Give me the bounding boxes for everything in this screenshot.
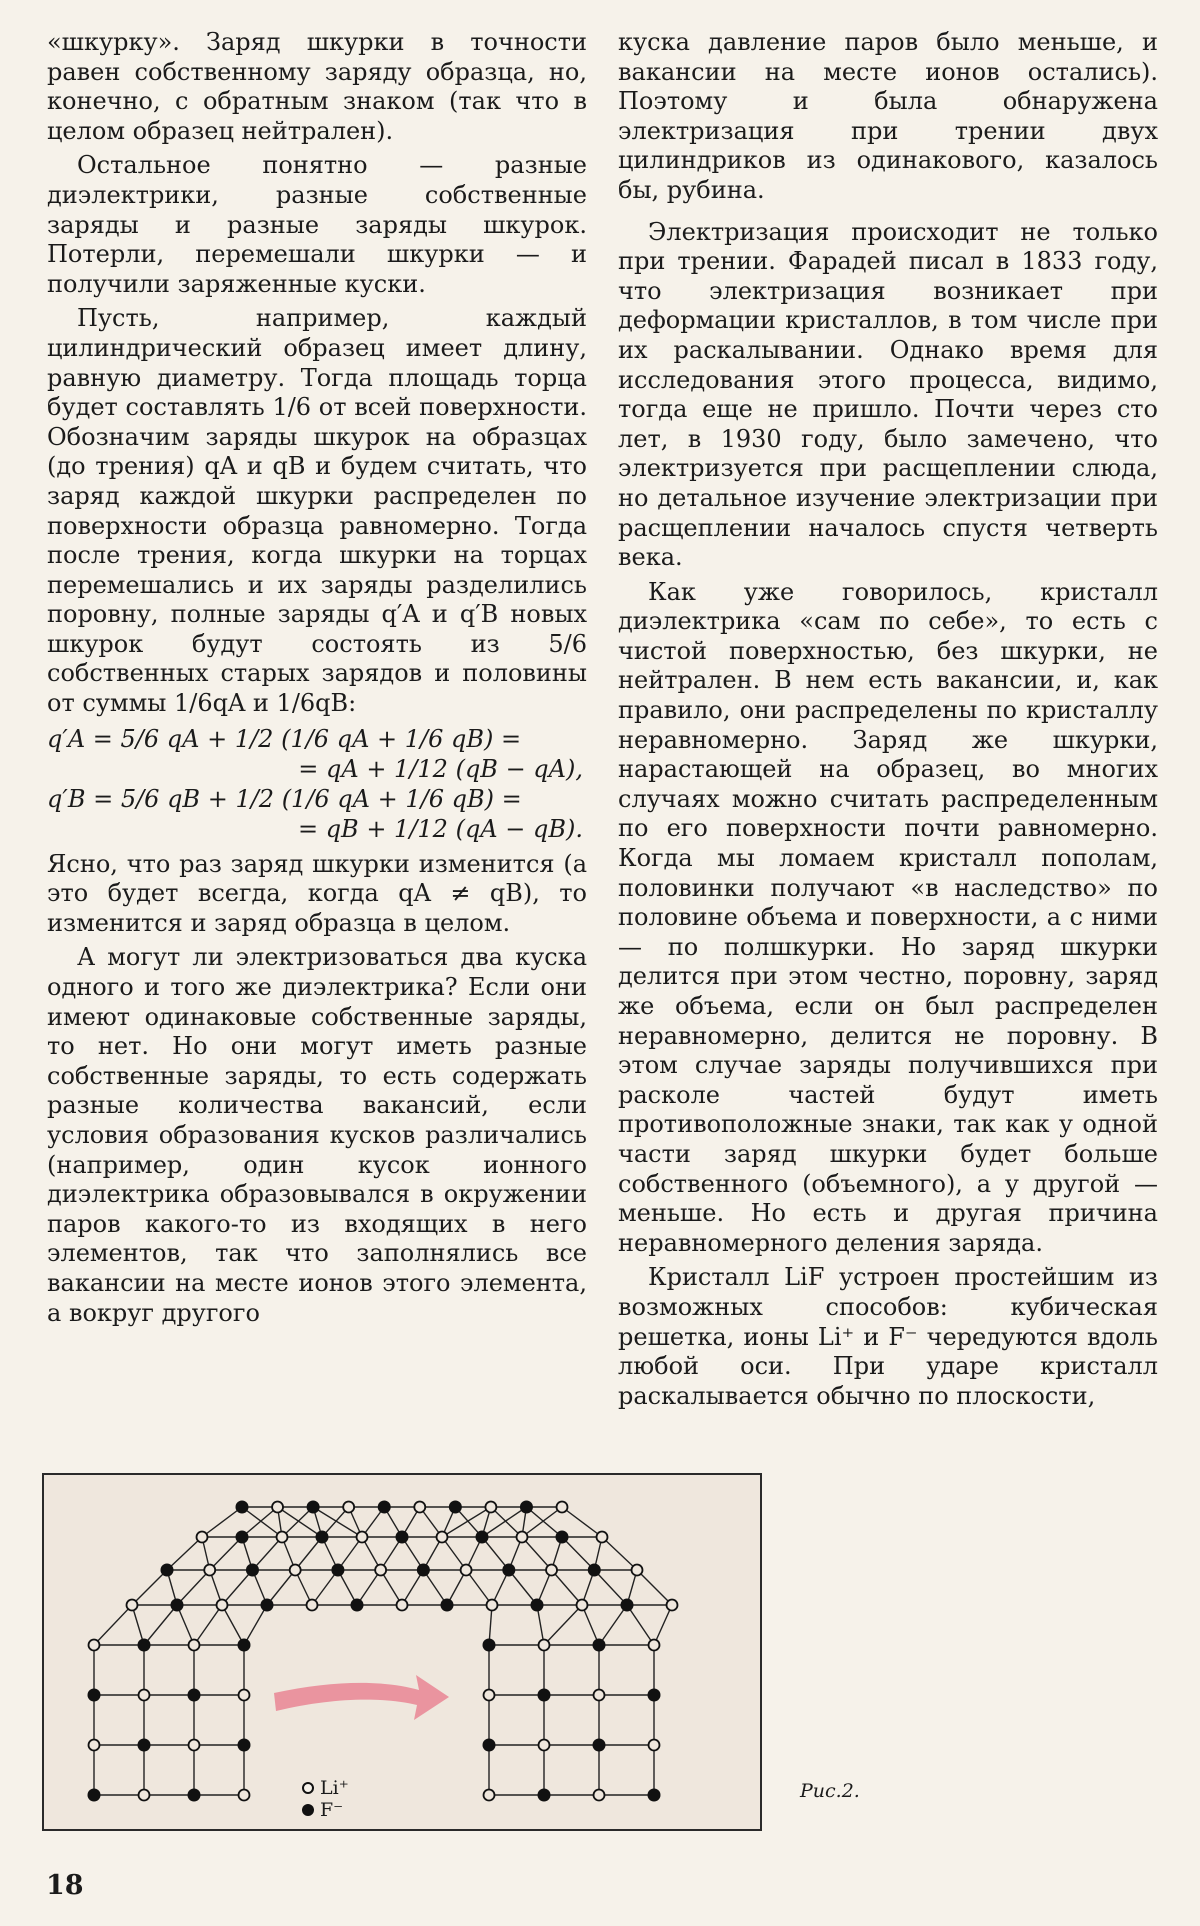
ion-f-marker (396, 1531, 409, 1544)
ion-f-marker (351, 1599, 364, 1612)
ion-f-marker (449, 1501, 462, 1514)
ion-f-marker (316, 1531, 329, 1544)
lattice-bond (177, 1570, 210, 1605)
ion-li-marker (485, 1502, 496, 1513)
formula-block (47, 724, 587, 844)
crack-arrow-shape (274, 1675, 449, 1720)
ion-li-marker (649, 1740, 660, 1751)
right-text-column (618, 28, 1158, 1416)
left-paragraph-2: Остальное понятно — разные диэлектрики, разные собственные заряды и разные заряды шкурок. Потерли, перемешали шкурки — и получили заряженные куски. (47, 151, 587, 298)
ion-f-marker (621, 1599, 634, 1612)
open-circle-icon (302, 1782, 314, 1794)
lif-lattice-svg (44, 1475, 760, 1829)
ion-f-marker (188, 1789, 201, 1802)
legend-row-li (302, 1777, 349, 1799)
ion-li-marker (239, 1790, 250, 1801)
ion-li-marker (139, 1790, 150, 1801)
ion-li-marker (239, 1690, 250, 1701)
ion-f-marker (531, 1599, 544, 1612)
ion-f-marker (307, 1501, 320, 1514)
ion-li-marker (667, 1600, 678, 1611)
ion-li-marker (546, 1565, 557, 1576)
lattice-bond (466, 1570, 492, 1605)
lattice-bond (267, 1570, 295, 1605)
legend-li-label: Li⁺ (320, 1777, 349, 1799)
ion-f-marker (588, 1564, 601, 1577)
lattice-bond (167, 1537, 202, 1570)
ion-f-marker (476, 1531, 489, 1544)
ion-f-marker (520, 1501, 533, 1514)
ion-li-marker (594, 1790, 605, 1801)
ion-f-marker (236, 1501, 249, 1514)
lattice-bond (509, 1570, 537, 1605)
ion-li-marker (290, 1565, 301, 1576)
lattice-bond (491, 1507, 522, 1537)
left-paragraph-4: Ясно, что раз заряд шкурки изменится (а это будет всегда, когда qA ≠ qB), то изменится и заряд образца в целом. (47, 849, 587, 937)
left-paragraph-1: «шкурку». Заряд шкурки в точности равен собственному заряду образца, но, конечно, с обратным знаком (так что в целом образец нейтрален). (47, 28, 587, 145)
lattice-bond (252, 1537, 282, 1570)
right-paragraph-2: Электризация происходит не только при трении. Фарадей писал в 1833 году, что электризация возникает при деформации кристаллов, в том числе при их раскалывании. Однако время для исследования этого процесса, видимо, тогда еще не пришло. Почти через сто лет, в 1930 году, было замечено, что электризуется при расщеплении слюда, но детальное изучение электризации при расщеплении началось спустя четверть века. (618, 217, 1158, 572)
ion-f-marker (261, 1599, 274, 1612)
ion-f-marker (331, 1564, 344, 1577)
ion-li-marker (487, 1600, 498, 1611)
ion-li-marker (557, 1502, 568, 1513)
formula-2a: q′B = 5/6 qB + 1/2 (1/6 qA + 1/6 qB) = (47, 784, 522, 813)
ion-li-marker (272, 1502, 283, 1513)
ion-f-marker (538, 1689, 551, 1702)
ion-f-marker (236, 1531, 249, 1544)
ion-li-marker (307, 1600, 318, 1611)
ion-li-marker (89, 1740, 100, 1751)
ion-f-marker (483, 1639, 496, 1652)
lattice-bond (552, 1570, 582, 1605)
lattice-bond (594, 1570, 627, 1605)
figure-caption: Рис.2. (800, 1780, 860, 1802)
formula-1b: = qA + 1/12 (qB − qA), (298, 754, 583, 783)
lattice-bond (132, 1570, 167, 1605)
lattice-bond (194, 1605, 222, 1645)
ion-f-marker (593, 1739, 606, 1752)
lattice-bond (312, 1570, 338, 1605)
ion-li-marker (89, 1640, 100, 1651)
lattice-bond (202, 1507, 242, 1537)
ion-f-marker (238, 1639, 251, 1652)
page-number: 18 (46, 1870, 84, 1901)
lattice-bond (602, 1537, 637, 1570)
ion-f-marker (138, 1739, 151, 1752)
ion-li-marker (632, 1565, 643, 1576)
ion-f-marker (378, 1501, 391, 1514)
ion-f-marker (556, 1531, 569, 1544)
lattice-bond (654, 1605, 672, 1645)
lattice-bond (582, 1605, 599, 1645)
ion-f-marker (593, 1639, 606, 1652)
lattice-bond (562, 1507, 602, 1537)
legend-row-f (302, 1799, 349, 1821)
ion-li-marker (189, 1640, 200, 1651)
ion-f-marker (538, 1789, 551, 1802)
formula-2b: = qB + 1/12 (qA − qB). (297, 814, 583, 843)
left-paragraph-5: А могут ли электризоваться два куска одного и того же диэлектрика? Если они имеют одинаковые собственные заряды, то нет. Но они могут иметь разные собственные заряды, то есть содержать разные количества вакансий, если условия образования кусков различались (например, один кусок ионного диэлектрика образовывался в окружении паров какого-то из входящих в него элементов, так что заполнялись все вакансии на месте ионов этого элемента, а вокруг другого (47, 943, 587, 1327)
ion-li-marker (577, 1600, 588, 1611)
ion-f-marker (441, 1599, 454, 1612)
lattice-bond (144, 1605, 177, 1645)
ion-li-marker (197, 1532, 208, 1543)
lattice-bond (94, 1605, 132, 1645)
ion-li-marker (277, 1532, 288, 1543)
ion-f-marker (188, 1689, 201, 1702)
ion-f-marker (648, 1689, 661, 1702)
ion-li-marker (484, 1690, 495, 1701)
ion-li-marker (414, 1502, 425, 1513)
left-text-column (47, 28, 587, 1333)
formula-1a: q′A = 5/6 qA + 1/2 (1/6 qA + 1/6 qB) = (47, 724, 522, 753)
ion-li-marker (375, 1565, 386, 1576)
lattice-bond (599, 1605, 627, 1645)
ion-f-marker (483, 1739, 496, 1752)
left-paragraph-3: Пусть, например, каждый цилиндрический образец имеет длину, равную диаметру. Тогда площадь торца будет составлять 1/6 от всей поверхности. Обозначим заряды шкурок на образцах (до трения) qA и qB и будем считать, что заряд каждой шкурки распределен по поверхности образца равномерно. Тогда после трения, когда шкурки на торцах перемешались и их заряды разделились поровну, полные заряды q′A и q′B новых шкурок будут состоять из 5/6 собственных старых зарядов и половины от суммы 1/6qA и 1/6qB: (47, 304, 587, 718)
ion-f-marker (171, 1599, 184, 1612)
lattice-bond (244, 1605, 267, 1645)
ion-li-marker (484, 1790, 495, 1801)
right-paragraph-4: Кристалл LiF устроен простейшим из возможных способов: кубическая решетка, ионы Li⁺ и F⁻ чередуются вдоль любой оси. При ударе кристалл раскалывается обычно по плоскости, (618, 1263, 1158, 1410)
lattice-bond (627, 1605, 654, 1645)
figure-lattice-diagram (42, 1473, 762, 1831)
lattice-bond (544, 1605, 582, 1645)
ion-f-marker (417, 1564, 430, 1577)
ion-li-marker (217, 1600, 228, 1611)
ion-f-marker (502, 1564, 515, 1577)
ion-li-marker (461, 1565, 472, 1576)
ion-li-marker (437, 1532, 448, 1543)
legend-f-label: F⁻ (320, 1799, 344, 1821)
figure-legend (302, 1777, 349, 1821)
ion-li-marker (343, 1502, 354, 1513)
ion-f-marker (246, 1564, 259, 1577)
ion-li-marker (597, 1532, 608, 1543)
ion-li-marker (189, 1740, 200, 1751)
ion-li-marker (517, 1532, 528, 1543)
ion-li-marker (139, 1690, 150, 1701)
ion-li-marker (204, 1565, 215, 1576)
lattice-bond (210, 1537, 242, 1570)
lattice-bond (177, 1605, 194, 1645)
ion-li-marker (539, 1740, 550, 1751)
ion-li-marker (539, 1640, 550, 1651)
ion-li-marker (649, 1640, 660, 1651)
ion-li-marker (127, 1600, 138, 1611)
ion-f-marker (88, 1789, 101, 1802)
ion-li-marker (357, 1532, 368, 1543)
right-paragraph-1: куска давление паров было меньше, и вакансии на месте ионов остались). Поэтому и была обнаружена электризация при трении двух цилиндриков из одинакового, казалось бы, рубина. (618, 28, 1158, 204)
ion-li-marker (594, 1690, 605, 1701)
lattice-bond (637, 1570, 672, 1605)
lattice-bond (522, 1537, 552, 1570)
ion-f-marker (648, 1789, 661, 1802)
lattice-bond (562, 1537, 594, 1570)
lattice-bond (222, 1605, 244, 1645)
ion-f-marker (138, 1639, 151, 1652)
ion-f-marker (88, 1689, 101, 1702)
right-paragraph-3: Как уже говорилось, кристалл диэлектрика «сам по себе», то есть с чистой поверхностью, без шкурки, не нейтрален. В нем есть вакансии, и, как правило, они распределены по кристаллу неравномерно. Заряд же шкурки, нарастающей на образец, во многих случаях можно считать распределенным по его поверхности почти равномерно. Когда мы ломаем кристалл пополам, половинки получают «в наследство» по половине объема и поверхности, а с ними — по полшкурки. Но заряд шкурки делится при этом честно, поровну, заряд же объема, если он был распределен неравномерно, делится не поровну. В этом случае заряды получившихся при расколе частей будут иметь противоположные знаки, так как у одной части заряд шкурки будет больше собственного (объемного), а у другой — меньше. Но есть и другая причина неравномерного деления заряда. (618, 577, 1158, 1257)
lattice-bond (222, 1570, 252, 1605)
ion-f-marker (161, 1564, 174, 1577)
filled-circle-icon (302, 1804, 314, 1816)
ion-li-marker (397, 1600, 408, 1611)
ion-f-marker (238, 1739, 251, 1752)
